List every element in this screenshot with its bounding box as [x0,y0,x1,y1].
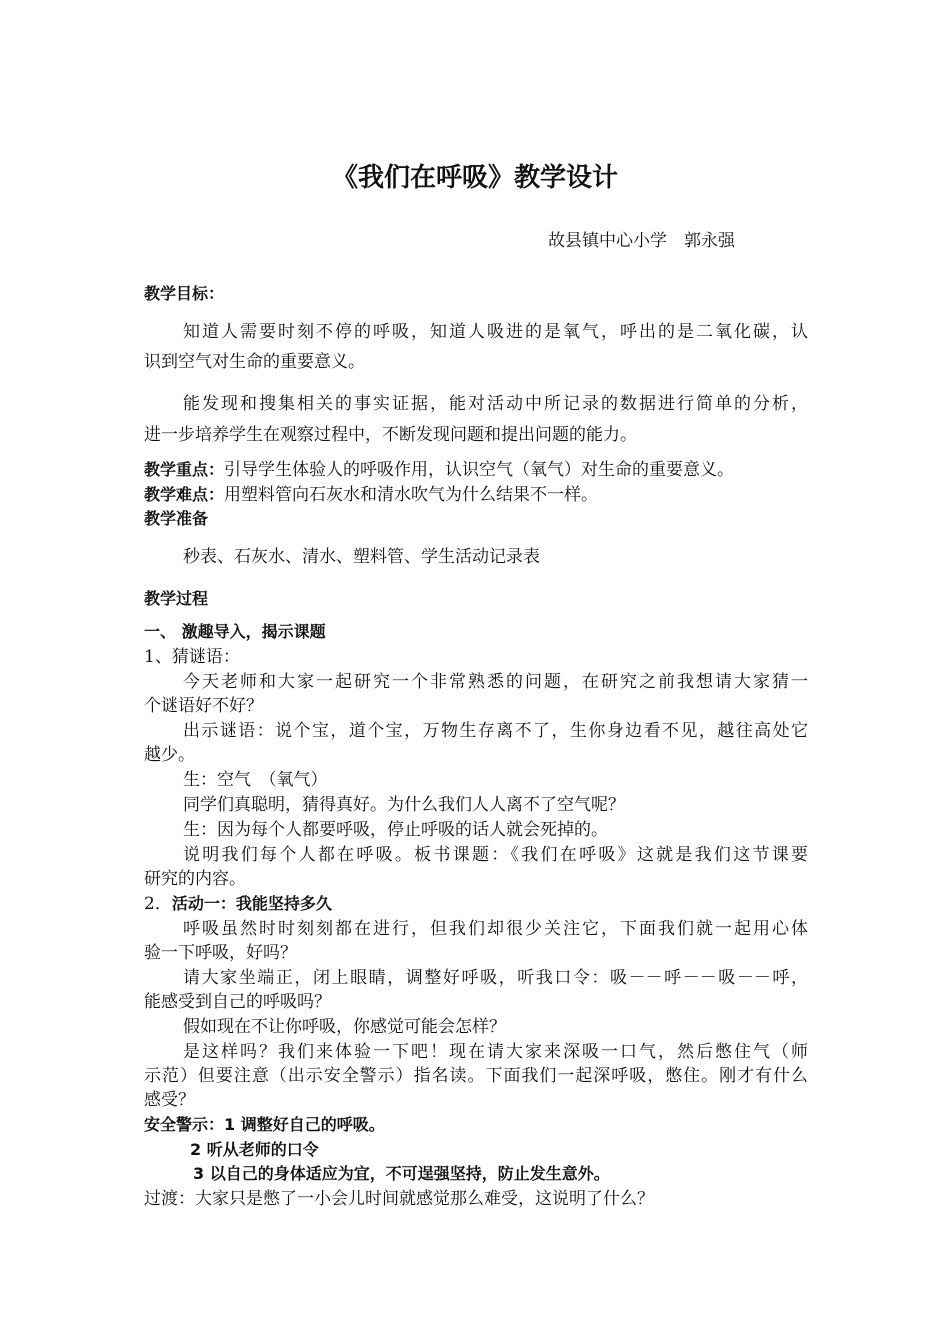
section-1-heading: 一、 激趣导入，揭示课题 [144,622,326,641]
paragraph-3: 生：空气 （氧气） [183,770,328,790]
difficulty-text: 用塑料管向石灰水和清水吹气为什么结果不一样。 [224,485,599,505]
paragraph-5: 生：因为每个人都要呼吸，停止呼吸的话人就会死掉的。 [183,820,608,840]
riddle-label: 1、猜谜语： [144,647,240,667]
paragraph-7-line-1: 呼吸虽然时时刻刻都在进行，但我们却很少关注它，下面我们就一起用心体 [183,919,808,939]
safety-warning-2: 2 听从老师的口令 [190,1140,319,1159]
paragraph-10-line-3: 感受？ [144,1090,195,1110]
activity-number: 2． [144,894,172,914]
key-point [144,458,808,482]
key-point-text: 引导学生体验人的呼吸作用，认识空气（氧气）对生命的重要意义。 [224,460,735,480]
paragraph-10-line-1: 是这样吗？我们来体验一下吧！现在请大家来深吸一口气，然后憋住气（师 [183,1042,808,1062]
paragraph-8-line-2: 能感受到自己的呼吸吗？ [144,992,331,1012]
activity-title: 活动一：我能坚持多久 [171,894,332,913]
key-point-label: 教学重点： [144,460,225,479]
difficulty-label: 教学难点： [144,485,225,504]
activity-1-heading [144,892,808,916]
paragraph-6-line-1: 说明我们每个人都在呼吸。板书课题：《我们在呼吸》这就是我们这节课要 [183,845,808,865]
objective-1-line-2: 识到空气对生命的重要意义。 [144,352,365,372]
preparation-heading: 教学准备 [144,509,209,528]
document-title: 《我们在呼吸》教学设计 [331,163,618,193]
safety-warning-1: 安全警示：1 调整好自己的呼吸。 [144,1115,385,1134]
difficulty-point [144,483,808,507]
objectives-heading: 教学目标： [144,284,225,303]
safety-warning-3: 3 以自己的身体适应为宜，不可逞强坚持，防止发生意外。 [193,1164,610,1183]
paragraph-9: 假如现在不让你呼吸，你感觉可能会怎样？ [183,1017,506,1037]
paragraph-2-line-2: 越少。 [144,745,195,765]
paragraph-1-line-2: 个谜语好不好？ [144,696,263,716]
preparation-text: 秒表、石灰水、清水、塑料管、学生活动记录表 [183,547,540,567]
process-heading: 教学过程 [144,589,209,608]
author-line: 故县镇中心小学 郭永强 [548,231,735,251]
objective-2-line-1: 能发现和搜集相关的事实证据，能对活动中所记录的数据进行简单的分析， [183,394,808,414]
paragraph-7-line-2: 验一下呼吸，好吗？ [144,943,297,963]
paragraph-2-line-1: 出示谜语：说个宝，道个宝，万物生存离不了，生你身边看不见，越往高处它 [183,721,808,741]
paragraph-1-line-1: 今天老师和大家一起研究一个非常熟悉的问题，在研究之前我想请大家猜一 [183,672,808,692]
objective-1-line-1: 知道人需要时刻不停的呼吸，知道人吸进的是氧气，呼出的是二氧化碳，认 [183,322,808,342]
transition-text: 过渡：大家只是憋了一小会儿时间就感觉那么难受，这说明了什么？ [144,1189,654,1209]
paragraph-8-line-1: 请大家坐端正，闭上眼睛，调整好呼吸，听我口令：吸－－呼－－吸－－呼， [183,968,808,988]
paragraph-10-line-2: 示范）但要注意（出示安全警示）指名读。下面我们一起深呼吸，憋住。刚才有什么 [144,1066,808,1086]
objective-2-line-2: 进一步培养学生在观察过程中，不断发现问题和提出问题的能力。 [144,425,637,445]
paragraph-6-line-2: 研究的内容。 [144,869,246,889]
paragraph-4: 同学们真聪明，猜得真好。为什么我们人人离不了空气呢？ [183,795,625,815]
